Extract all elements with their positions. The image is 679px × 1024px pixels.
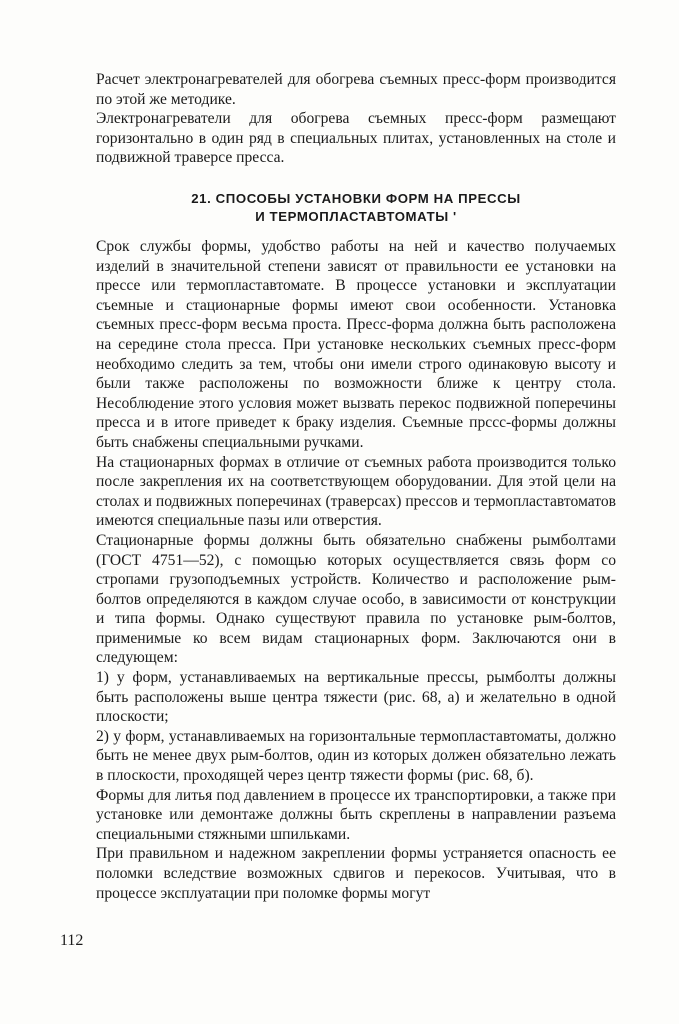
body-paragraph-5: 2) у форм, устанавливаемых на горизонтальные термопластавтоматы, должно быть не менее двух рым-болтов, один из которых должен обязательно лежать в плоскости, проходящей через центр тяжести формы (рис. 68, б). bbox=[96, 727, 616, 785]
body-paragraph-6: Формы для литья под давлением в процессе их транспортировки, а также при установке или демонтаже должны быть скреплены в направлении разъема специальными стяжными шпильками. bbox=[96, 786, 616, 843]
intro-paragraph-1: Расчет электронагревателей для обогрева съемных пресс-форм производится по этой же методике. bbox=[96, 71, 616, 108]
body-paragraph-7: При правильном и надежном закреплении формы устраняется опасность ее поломки вследствие возможных сдвигов и перекосов. Учитывая, что в процессе эксплуатации при поломке формы могут bbox=[96, 845, 616, 902]
body-paragraph-1: Срок службы формы, удобство работы на ней и качество получаемых изделий в значительной степени зависят от правильности ее установки на прессе или термопластавтомате. В процессе установки и эксплуатации съемные и стационарные формы имеют свои особенности. Установка съемных пресс-форм весьма проста. Пресс-форма должна быть расположена на середине стола пресса. При установке нескольких съемных пресс-форм необходимо следить за тем, чтобы они имели строго одинаковую высоту и были также расположены по возможности ближе к центру стола. Несоблюдение этого условия может вызвать перекос подвижной поперечины пресса и в итоге приведет к браку изделия. Съемные прссс-формы должны быть снабжены специальными ручками. bbox=[96, 238, 616, 451]
intro-paragraph-2: Электронагреватели для обогрева съемных пресс-форм размещают горизонтально в один ряд в специальных плитах, установленных на столе и подвижной траверсе пресса. bbox=[96, 110, 616, 167]
section-heading-line-2: И ТЕРМОПЛАСТАВТОМАТЫ ' bbox=[255, 209, 457, 224]
page-number: 112 bbox=[60, 932, 84, 949]
intro-block bbox=[96, 70, 616, 168]
section-heading-line-1: 21. СПОСОБЫ УСТАНОВКИ ФОРМ НА ПРЕССЫ bbox=[191, 191, 521, 206]
body-paragraph-3: Стационарные формы должны быть обязательно снабжены рымболтами (ГОСТ 4751—52), с помощью которых осуществляется связь форм со стропами грузоподъемных устройств. Количество и расположение рым-болтов определяются в каждом случае особо, в зависимости от конструкции и типа формы. Однако существуют правила по установке рым-болтов, применимые ко всем видам стационарных форм. Заключаются они в следующем: bbox=[96, 531, 616, 667]
body-paragraph-4: 1) у форм, устанавливаемых на вертикальные прессы, рымболты должны быть расположены выше центра тяжести (рис. 68, а) и желательно в одной плоскости; bbox=[96, 669, 616, 726]
section-heading bbox=[96, 190, 616, 226]
section-body bbox=[96, 237, 616, 903]
body-paragraph-2: На стационарных формах в отличие от съемных работа производится только после закрепления их на соответствующем оборудовании. Для этой цели на столах и подвижных поперечинах (траверсах) прессов и термопластавтоматов имеются специальные пазы или отверстия. bbox=[96, 453, 616, 530]
